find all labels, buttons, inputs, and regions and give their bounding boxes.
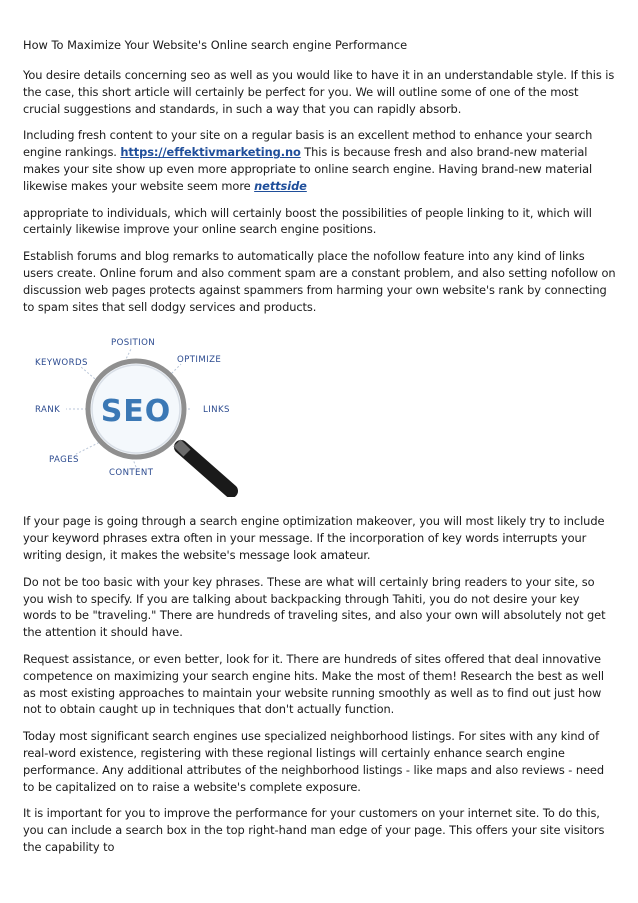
- document-title: How To Maximize Your Website's Online search engine Performance: [23, 38, 408, 52]
- label-rank: RANK: [35, 405, 61, 416]
- paragraph-appropriate: appropriate to individuals, which will certainly boost the possibilities of people linking to it, which will certainly likewise improve your online search engine positions.: [23, 205, 592, 237]
- paragraph-fresh-content: [23, 127, 616, 194]
- seo-magnifier-graphic: [31, 329, 247, 497]
- paragraph-text: Including fresh content to your site on a regular basis is an excellent method to enhance your search engine rankings.: [23, 128, 593, 160]
- paragraph-forums: Establish forums and blog remarks to automatically place the nofollow feature into any kind of links users create. Online forum and also comment spam are a constant problem, and also setting nofollow on discussion web pages protects against spammers from harming your own website's rank by connecting to spam sites that sell dodgy services and products.: [23, 249, 616, 314]
- magnifier-handle-icon: [177, 443, 231, 491]
- nettside-link[interactable]: nettside: [254, 178, 307, 193]
- paragraph-search-box: It is important for you to improve the performance for your customers on your internet site. To do this, you can include a search box in the top right-hand man edge of your page. This offers your site visitors the capability to: [23, 806, 605, 854]
- seo-center-text: SEO: [100, 394, 172, 430]
- label-keywords: KEYWORDS: [35, 358, 88, 369]
- label-position: POSITION: [111, 338, 156, 349]
- label-pages: PAGES: [49, 455, 79, 466]
- paragraph-intro: You desire details concerning seo as well as you would like to have it in an understandable style. If this is the case, this short article will certainly be perfect for you. We will outline some of one of the most crucial suggestions and standards, in such a way that you can rapidly absorb.: [23, 68, 615, 116]
- label-content: CONTENT: [109, 468, 154, 479]
- paragraph-assistance: Request assistance, or even better, look for it. There are hundreds of sites offered that deal innovative competence on maximizing your search engine hits. Make the most of them! Research the best as well as most existing approaches to maintain your website running smoothly as well as to find out just how not to obtain caught up in techniques that don't actually function.: [23, 651, 604, 717]
- paragraph-text: This is because fresh and also brand-new material makes your site show up even more appropriate to online search engine. Having brand-new material likewise makes your website seem more: [23, 145, 593, 193]
- seo-illustration: [31, 329, 247, 497]
- label-optimize: OPTIMIZE: [177, 355, 222, 366]
- label-links: LINKS: [203, 405, 230, 416]
- effektivmarketing-link[interactable]: https://effektivmarketing.no: [120, 145, 301, 160]
- paragraph-local-listings: Today most significant search engines use specialized neighborhood listings. For sites with any kind of real-word existence, registering with these regional listings will certainly enhance search engine performance. Any additional attributes of the neighborhood listings - like maps and also reviews - need to be capitalized on to raise a website's complete exposure.: [23, 729, 604, 794]
- paragraph-makeover: If your page is going through a search engine optimization makeover, you will most likely try to include your keyword phrases extra often in your message. If the incorporation of key words interrupts your writing design, it makes the website's message look amateur.: [23, 514, 605, 562]
- paragraph-key-phrases: Do not be too basic with your key phrases. These are what will certainly bring readers to your site, so you wish to specify. If you are talking about backpacking through Tahiti, you do not desire your key words to be "traveling." There are hundreds of traveling sites, and also your own will absolutely not get the attention it should have.: [23, 574, 606, 640]
